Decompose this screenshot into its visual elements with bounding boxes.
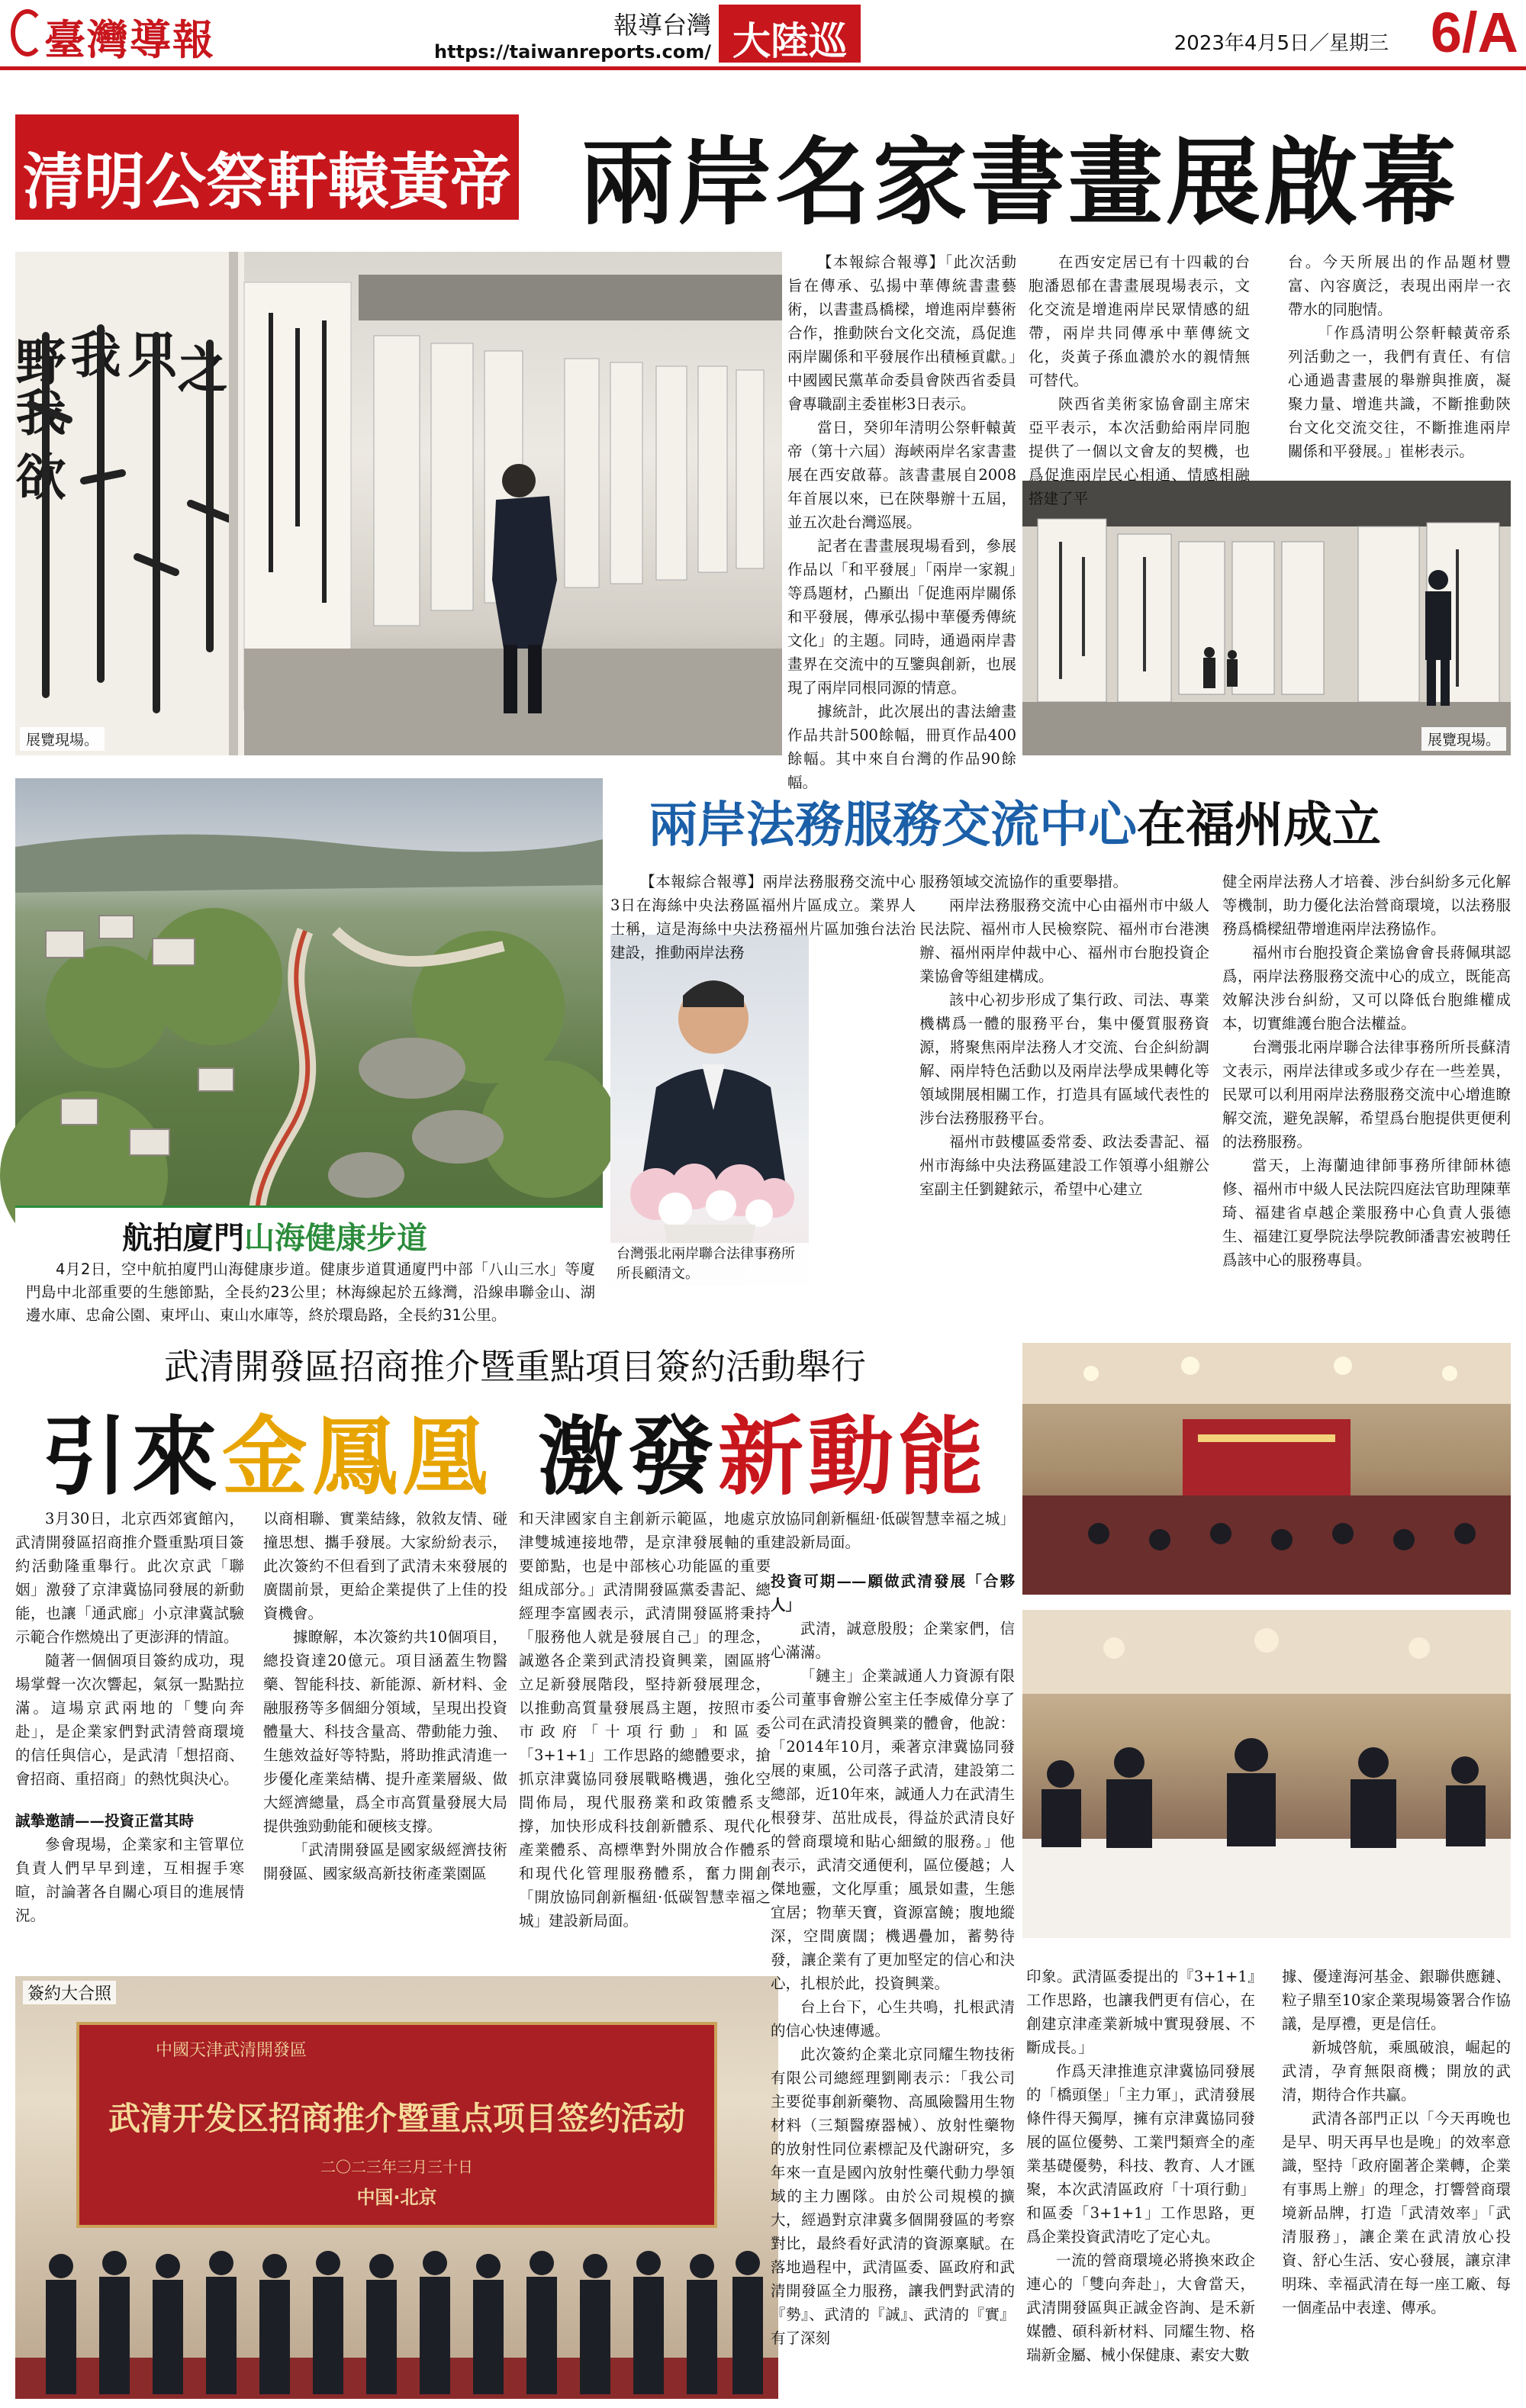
- aerial-body: 4月2日，空中航拍廈門山海健康步道。健康步道貫通廈門中部「八山三水」等廈門島中北部重要的生態節點，全長約23公里；林海線起於五緣灣，沿線串聯金山、湖邊水庫、忠侖公園、東坪山、東山水庫等，終於環島路，全長約31公里。: [26, 1260, 595, 1324]
- svg-text:只: 只: [119, 328, 179, 378]
- story2-column-2: 服務領域交流協作的重要舉措。 兩岸法務服務交流中心由福州市中級人民法院、福州市人民檢察院、福州市台港澳辦、福州兩岸仲裁中心、福州市台胞投資企業協會等組建構成。 該中心初步形成了集行政、司法、專業機構爲一體的服務平台，集中優質服務資源，將聚焦兩岸法務人才交流、台企糾紛調解、兩岸特色活動以及兩岸法學成果轉化等領域開展相關工作，打造具有區域代表性的涉台法務服務平台。 福州市鼓樓區委常委、政法委書記、福州市海絲中央法務區建設工作領導小組辦公室副主任劉鍵銥示，希望中心建立: [919, 873, 1209, 1198]
- conference-photo-top: [1022, 1343, 1511, 1595]
- lawyer-photo: [610, 935, 809, 1286]
- audience-illustration: [1022, 1610, 1511, 1938]
- svg-text:之: 之: [169, 343, 228, 394]
- story1-kicker-box: [15, 114, 519, 220]
- banner-place: 中国·北京: [356, 2187, 437, 2208]
- story3-column-5: 印象。武清區委提出的『3+1+1』工作思路，也讓我們更有信心，在創建京津產業新城中實現發展、不斷成長。」 作爲天津推進京津冀協同發展的「橋頭堡」「主力軍」，武清發展條件得天獨厚，擁有京津冀協同發展的區位優勢、工業門類齊全的產業基礎優勢，科技、教育、人才匯聚，本次武清區政府「十項行動」和區委「3+1+1」工作思路，更爲企業投資武清吃了定心丸。 一流的營商環境必將換來政企連心的「雙向奔赴」，大會當天，武清開發區與正誠金咨詢、是禾新媒體、碩科新材料、同耀生物、格瑞新金屬、械小保健康、素安大數: [1026, 1968, 1255, 2364]
- aerial-caption-box: [15, 1206, 603, 1350]
- story3-column-1: 3月30日，北京西郊賓館內，武清開發區招商推介暨重點項目簽約活動隆重舉行。此次京武「聯姻」激發了京津冀協同發展的新動能，也讓「通武廊」小京津冀試驗示範合作燃燒出了更澎湃的情誼。 隨著一個個項目簽約成功，現場掌聲一次次響起，氣氛一點點拉滿。這場京武兩地的「雙向奔赴」，是企業家們對武清營商環境的信任與信心，是武清「想招商、會招商、重招商」的熱忱與決心。 誠摯邀請——投資正當其時 參會現場，企業家和主管單位負責人們早早到達，互相握手寒暄，討論著各自關心項目的進展情況。: [15, 1510, 244, 1924]
- lawyer-photo-caption: 台灣張北兩岸聯合法律事務所所長顧清文。: [610, 1243, 809, 1286]
- group-photo: [15, 1976, 778, 2399]
- banner-org: 中國天津武清開發區: [156, 2041, 307, 2060]
- issue-date: 2023年4月5日／星期三: [1173, 32, 1389, 55]
- photo-caption-right: 展覽現場。: [1421, 727, 1506, 751]
- exhibition-hall-illustration: [7, 252, 782, 755]
- svg-text:欲: 欲: [7, 450, 66, 501]
- story3-column-6: 據、優達海河基金、銀聯供應鏈、粒子鼎至10家企業現場簽署合作協議，是厚禮，更是信任。 新城啓航，乘風破浪，崛起的武清，孕育無限商機；開放的武清，期待合作共贏。 武清各部門正以「今天再晚也是早、明天再早也是晚」的效率意識，堅持「政府圍著企業轉，企業有事馬上辦」的理念，打響營商環境新品牌，打造「武清效率」「武清服務」，讓企業在武清放心投資、舒心生活、安心發展，讓京津明珠、幸福武清在每一座工廠、每一個產品中表達、傳承。: [1282, 1968, 1511, 2316]
- group-photo-label: 簽約大合照: [23, 1981, 116, 2004]
- story1-column-1: 【本報綜合報導】「此次活動旨在傳承、弘揚中華傳統書畫藝術，以書畫爲橋樑，增進兩岸藝術合作，推動陝台文化交流，爲促進兩岸關係和平發展作出積極貢獻。」中國國民黨革命委員會陝西省委員會專職副主委崔彬3日表示。 當日，癸卯年清明公祭軒轅黃帝（第十六屆）海峽兩岸名家書畫展在西安啟幕。該書畫展自2008年首展以來，已在陝舉辦十五屆，並五次赴台灣巡展。 記者在書畫展現場看到，參展作品以「和平發展」「兩岸一家親」等爲題材，凸顯出「促進兩岸關係和平發展，傳承弘揚中華優秀傳統文化」的主題。同時，通過兩岸書畫界在交流中的互鑒與創新，也展現了兩岸同根同源的情意。 據統計，此次展出的書法繪畫作品共計500餘幅，冊頁作品400餘幅。其中來自台灣的作品90餘幅。: [787, 253, 1016, 791]
- section-banner: [719, 5, 861, 118]
- story3-subhead: 武清開發區招商推介暨重點項目簽約活動舉行: [164, 1346, 866, 1387]
- story1-column-2: 在西安定居已有十四載的台胞潘恩郁在書畫展現場表示，文化交流是增進兩岸民眾情感的紐帶，兩岸共同傳承中華傳統文化，炎黃子孫血濃於水的親情無可替代。 陝西省美術家協會副主席宋亞平表示，本次活動給兩岸同胞提供了一個以文會友的契機，也爲促進兩岸民心相通、情感相融搭建了平: [1029, 253, 1250, 507]
- banner-title: 武清开发区招商推介暨重点项目签约活动: [108, 2100, 685, 2137]
- story3-column-3: 和天津國家自主創新示範區，地處京津雙城連接地帶，是京津發展軸的重要節點，也是中部核心功能區的重要組成部分。」武清開發區黨委書記、總經理李富國表示，武清開發區將秉持「服務他人就是發展自己」的理念，誠邀各企業到武清投資興業，園區將立足新發展階段，堅持新發展理念，以推動高質量發展爲主題，按照市委市政府「十項行動」和區委「3+1+1」工作思路的總體要求，搶抓京津冀協同發展戰略機遇，強化空間佈局，現代服務業和政策體系支撐，加快形成科技創新體系、現代化產業體系、高標準對外開放合作體系和現代化管理服務體系，奮力開創「開放協同創新樞紐·低碳智慧幸福之城」建設新局面。: [519, 1510, 771, 1930]
- exhibition-photo-left: [7, 252, 782, 755]
- story3-headline: [15, 1389, 1015, 1511]
- group-people-illustration: [15, 2228, 778, 2399]
- speaker-at-podium-illustration: [610, 935, 809, 1286]
- story1-column-3: 台。今天所展出的作品題材豐富、內容廣泛，表現出兩岸一衣帶水的同胞情。 「作爲清明公祭軒轅黃帝系列活動之一，我們有責任、有信心通過書畫展的舉辦與推廣，凝聚力量、增進共識，不斷推動陝台文化交流交往，不斷推進兩岸關係和平發展。」崔彬表示。: [1288, 253, 1511, 460]
- headline-part-1: 引來: [42, 1407, 222, 1507]
- story1-headline: 兩岸名家書畫展啟幕: [580, 127, 1460, 238]
- section-label: 報導台灣: [613, 11, 711, 40]
- aerial-title-b: 山海健康步道: [244, 1221, 427, 1256]
- story2-headline-black: 在福州成立: [1137, 797, 1381, 854]
- story3-column-2: 以商相聯、實業結緣，敘敘友情、碰撞思想、攜手發展。大家紛紛表示，此次簽約不但看到了武清未來發展的廣闊前景，更給企業提供了上佳的投資機會。 據瞭解，本次簽約共10個項目，總投資達20億元。項目涵蓋生物醫藥、智能科技、新能源、新材料、金融服務等多個細分領域，呈現出投資體量大、科技含量高、帶動能力強、生態效益好等特點，將助推武清進一步優化產業結構、提升產業層級、做大經濟總量，爲全市高質量發展大局提供強勁動能和硬核支撐。 「武清開發區是國家級經濟技術開發區、國家級高新技術產業園區: [263, 1510, 507, 1882]
- banner-date: 二〇二三年三月三十日: [320, 2158, 473, 2176]
- logo-text: 臺灣導報: [44, 15, 215, 64]
- story2-headline: [649, 786, 1518, 855]
- photo-caption-left: 展覽現場。: [20, 727, 105, 751]
- svg-text:野我: 野我: [7, 336, 66, 436]
- section-subhead-invite: 誠摯邀請——投資正當其時: [15, 1812, 195, 1830]
- section-subhead-invest: 投資可期——願做武清發展「合夥人」: [771, 1573, 1015, 1614]
- logo-badge: [11, 9, 44, 56]
- svg-text:我: 我: [62, 328, 121, 378]
- site-url[interactable]: https://taiwanreports.com/: [434, 41, 711, 63]
- story2-column-3: 健全兩岸法務人才培養、涉台糾紛多元化解等機制，助力優化法治營商環境，以法務服務爲橋樑紐帶增進兩岸法務協作。 福州市台胞投資企業協會會長蔣佩琪認爲，兩岸法務服務交流中心的成立，既能高效解決涉台糾紛，又可以降低台胞維權成本，切實維護台胞合法權益。 台灣張北兩岸聯合法律事務所所長蘇清文表示，兩岸法律或多或少存在一些差異，民眾可以利用兩岸法務服務交流中心增進瞭解交流，避免誤解，希望爲台胞提供更便利的法務服務。 當天，上海蘭迪律師事務所律師林德修、福州市中級人民法院四庭法官助理陳華琦、福建省卓越企業服務中心負責人張德生、福建江夏學院法學院教師潘書宏被聘任爲該中心的服務專員。: [1222, 873, 1511, 1269]
- headline-part-3: 激發: [538, 1407, 718, 1507]
- story2-column-1: 【本報綜合報導】兩岸法務服務交流中心3日在海絲中央法務區福州片區成立。業界人士稱，這是海絲中央法務福州片區加強台法治建設，推動兩岸法務: [610, 873, 916, 961]
- exhibition-hall-right-illustration: [1022, 481, 1511, 755]
- headline-part-4: 新動能: [718, 1407, 988, 1507]
- headline-part-2: 金鳳凰: [222, 1407, 492, 1507]
- event-banner: [76, 2022, 717, 2228]
- section-title: 大陸巡禮: [732, 19, 847, 118]
- story2-headline-blue: 兩岸法務服務交流中心: [649, 797, 1137, 854]
- story3-column-4: 放協同創新樞紐·低碳智慧幸福之城」建設新局面。 投資可期——願做武清發展「合夥人」 武清，誠意殷殷；企業家們，信心滿滿。 「鏈主」企業誠通人力資源有限公司董事會辦公室主任李威偉分享了公司在武清投資興業的體會，他說：「2014年10月，乘著京津冀協同發展的東風，公司落子武清，建設第二總部，近10年來，誠通人力在武清生根發芽、茁壯成長，得益於武清良好的營商環境和貼心細緻的服務。」他表示，武清交通便利，區位優越；人傑地靈，文化厚重；風景如畫，生態宜居；物華天寶，資源富饒；腹地縱深，空間廣闊；機遇疊加，蓄勢待發，讓企業有了更加堅定的信心和決心，扎根於此，投資興業。 台上台下，心生共鳴，扎根武清的信心快速傳遞。 此次簽約企業北京同耀生物技術有限公司總經理劉剛表示：「我公司主要從事創新藥物、高風險醫用生物材料（三類醫療器械）、放射性藥物的放射性同位素標記及代謝研究，多年來一直是國內放射性藥代動力學領域的主力團隊。由於公司規模的擴大，經過對京津冀多個開發區的考察對比，最終看好武清的資源稟賦。在落地過程中，武清區委、區政府和武清開發區全力服務，讓我們對武清的『勢』、武清的『誠』、武清的『實』有了深刻: [771, 1510, 1015, 2347]
- story1-kicker: 清明公祭軒轅黃帝: [23, 146, 511, 217]
- aerial-title-a: 航拍廈門: [122, 1221, 244, 1256]
- conference-photo-bottom: [1022, 1610, 1511, 1938]
- masthead: [0, 0, 1526, 118]
- conference-hall-illustration: [1022, 1343, 1511, 1595]
- page-number: 6/A: [1430, 1, 1518, 64]
- exhibition-photo-right: [1022, 481, 1511, 755]
